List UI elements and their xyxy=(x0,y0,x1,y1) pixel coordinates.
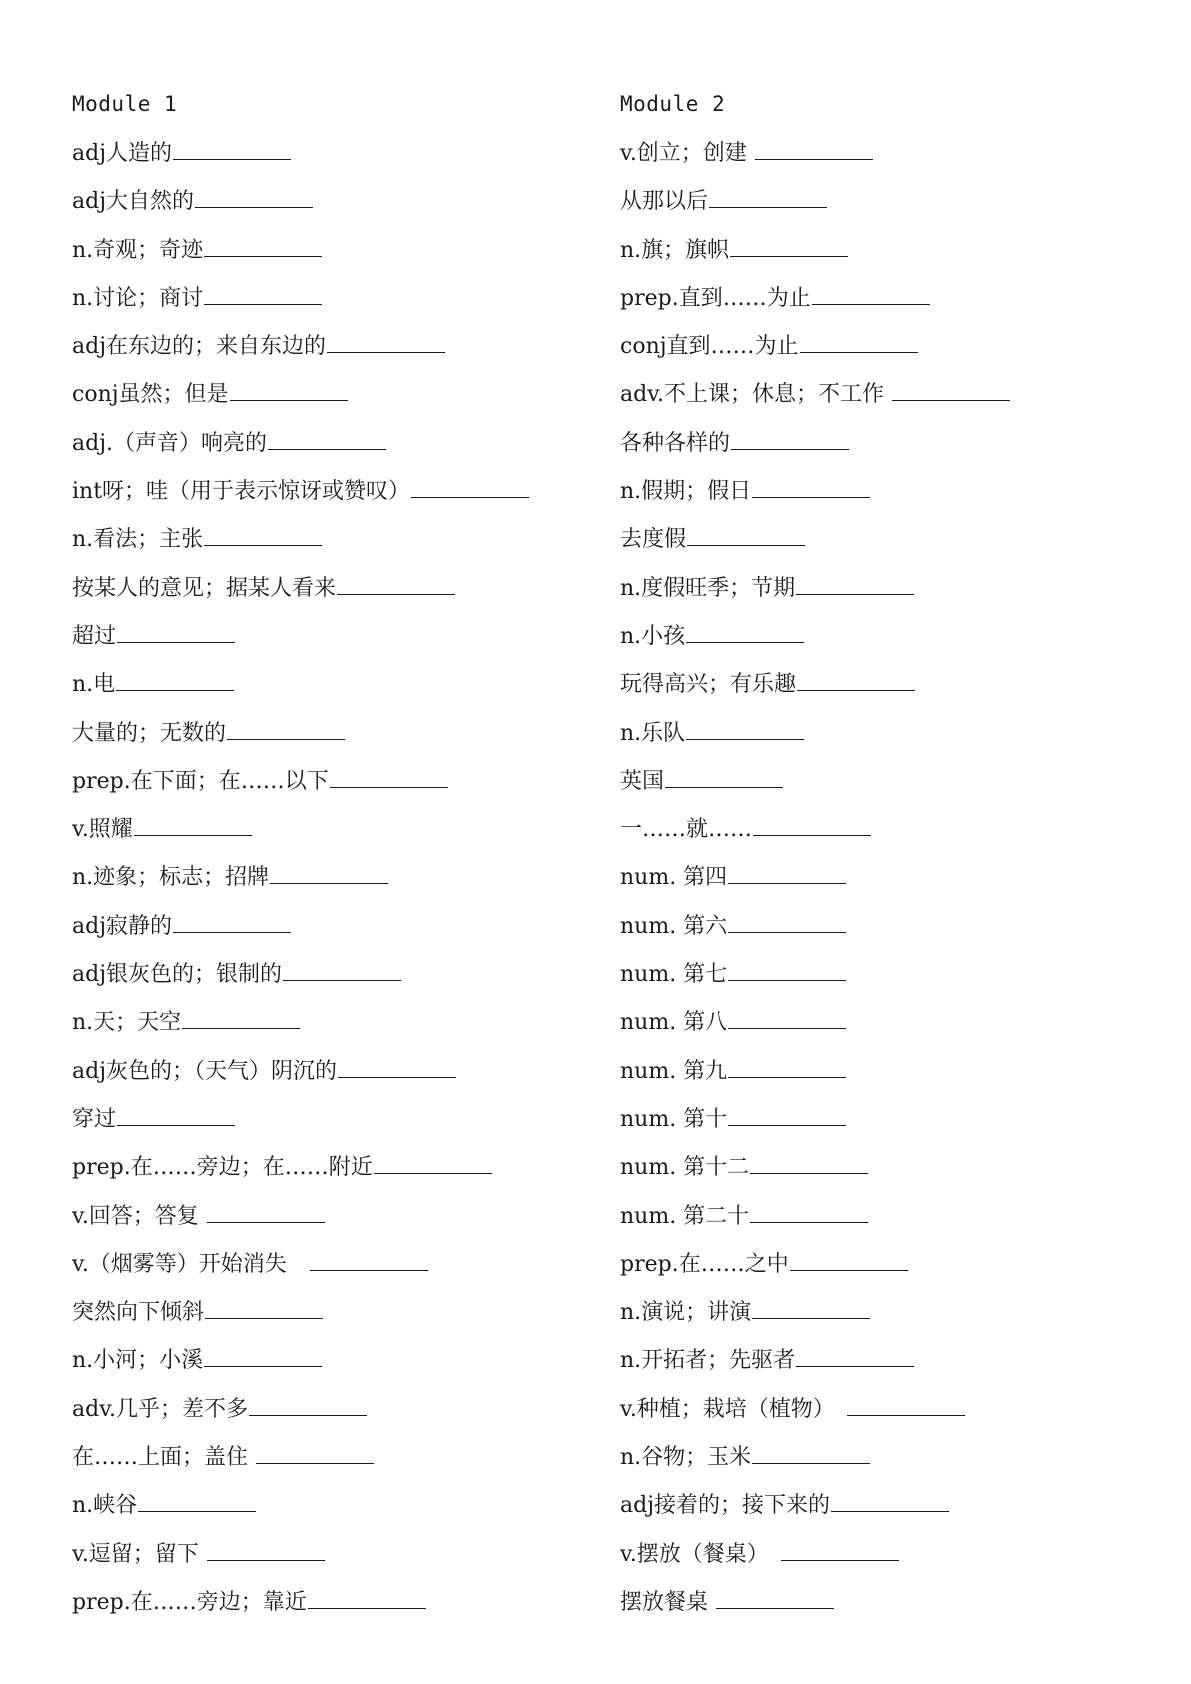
answer-blank-line[interactable] xyxy=(686,712,804,740)
vocab-item xyxy=(620,1436,1160,1484)
answer-blank-line[interactable] xyxy=(227,712,345,740)
answer-blank-line[interactable] xyxy=(752,1291,870,1319)
answer-blank-line[interactable] xyxy=(117,1098,235,1126)
vocab-item xyxy=(72,470,592,518)
vocab-item xyxy=(620,1339,1160,1387)
answer-blank-line[interactable] xyxy=(750,1195,868,1223)
answer-blank-line[interactable] xyxy=(716,1581,834,1609)
vocab-item xyxy=(72,1291,592,1339)
vocab-prompt: 各种各样的 xyxy=(620,430,731,456)
vocab-prompt: n.谷物；玉米 xyxy=(620,1445,752,1471)
vocab-item xyxy=(72,615,592,663)
vocab-item xyxy=(72,1436,592,1484)
vocab-item xyxy=(72,567,592,615)
vocab-prompt: v.逗留；留下 xyxy=(72,1541,206,1567)
vocab-item xyxy=(72,373,592,421)
vocab-item xyxy=(620,325,1160,373)
vocab-item xyxy=(620,567,1160,615)
answer-blank-line[interactable] xyxy=(230,373,348,401)
vocab-prompt: n.度假旺季；节期 xyxy=(620,575,796,601)
vocab-prompt: n.演说；讲演 xyxy=(620,1300,752,1326)
vocab-prompt: prep.在……旁边；在……附近 xyxy=(72,1155,373,1181)
answer-blank-line[interactable] xyxy=(270,856,388,884)
vocab-item xyxy=(620,905,1160,953)
answer-blank-line[interactable] xyxy=(173,132,291,160)
vocab-item xyxy=(72,1339,592,1387)
vocab-item xyxy=(72,180,592,228)
vocab-prompt: 按某人的意见；据某人看来 xyxy=(72,575,337,601)
answer-blank-line[interactable] xyxy=(686,615,804,643)
answer-blank-line[interactable] xyxy=(207,1533,325,1561)
vocab-prompt: 英国 xyxy=(620,768,665,794)
answer-blank-line[interactable] xyxy=(116,663,234,691)
vocab-prompt: 玩得高兴；有乐趣 xyxy=(620,672,797,698)
vocab-prompt: v.种植；栽培（植物） xyxy=(620,1396,846,1422)
vocab-item xyxy=(620,470,1160,518)
vocab-prompt: 超过 xyxy=(72,623,117,649)
answer-blank-line[interactable] xyxy=(308,1581,426,1609)
answer-blank-line[interactable] xyxy=(207,1195,325,1223)
vocab-item xyxy=(72,422,592,470)
vocab-prompt: adj寂静的 xyxy=(72,913,173,939)
answer-blank-line[interactable] xyxy=(665,760,783,788)
vocab-item xyxy=(620,180,1160,228)
vocab-prompt: prep.在……旁边；靠近 xyxy=(72,1589,307,1615)
answer-blank-line[interactable] xyxy=(268,422,386,450)
vocab-item xyxy=(620,1098,1160,1146)
vocab-prompt: adj灰色的；（天气）阴沉的 xyxy=(72,1058,338,1084)
vocab-item xyxy=(620,1581,1160,1629)
module-heading: Module 2 xyxy=(620,92,726,116)
vocab-prompt: 突然向下倾斜 xyxy=(72,1300,205,1326)
vocab-prompt: num. 第四 xyxy=(620,865,728,891)
vocab-item xyxy=(620,422,1160,470)
vocab-item xyxy=(72,953,592,1001)
vocab-prompt: prep.直到……为止 xyxy=(620,285,811,311)
vocab-prompt: num. 第二十 xyxy=(620,1203,750,1229)
answer-blank-line[interactable] xyxy=(134,808,252,836)
vocab-prompt: n.旗；旗帜 xyxy=(620,237,730,263)
vocab-item xyxy=(72,132,592,180)
answer-blank-line[interactable] xyxy=(256,1436,374,1464)
vocab-prompt: n.看法；主张 xyxy=(72,527,204,553)
vocab-item xyxy=(72,1533,592,1581)
answer-blank-line[interactable] xyxy=(204,277,322,305)
vocab-item xyxy=(620,1533,1160,1581)
answer-blank-line[interactable] xyxy=(730,229,848,257)
vocab-prompt: num. 第七 xyxy=(620,962,728,988)
answer-blank-line[interactable] xyxy=(337,567,455,595)
vocab-prompt: 从那以后 xyxy=(620,189,709,215)
vocab-item xyxy=(620,808,1160,856)
answer-blank-line[interactable] xyxy=(752,470,870,498)
vocab-prompt: adj大自然的 xyxy=(72,189,195,215)
vocab-item xyxy=(620,1146,1160,1194)
vocab-item xyxy=(620,760,1160,808)
answer-blank-line[interactable] xyxy=(709,180,827,208)
vocab-prompt: adj在东边的；来自东边的 xyxy=(72,334,327,360)
vocab-item xyxy=(620,132,1160,180)
vocab-prompt: n.峡谷 xyxy=(72,1493,138,1519)
vocab-item xyxy=(72,229,592,277)
answer-blank-line[interactable] xyxy=(831,1484,949,1512)
vocab-prompt: prep.在……之中 xyxy=(620,1251,789,1277)
vocab-item xyxy=(72,905,592,953)
vocab-item xyxy=(620,953,1160,1001)
answer-blank-line[interactable] xyxy=(790,1243,908,1271)
vocab-prompt: 去度假 xyxy=(620,527,687,553)
vocab-prompt: n.小孩 xyxy=(620,623,686,649)
vocab-item xyxy=(72,1195,592,1243)
vocab-prompt: n.奇观；奇迹 xyxy=(72,237,204,263)
vocab-item xyxy=(620,1001,1160,1049)
vocab-prompt: v.摆放（餐桌） xyxy=(620,1541,780,1567)
answer-blank-line[interactable] xyxy=(796,567,914,595)
vocab-item xyxy=(72,1098,592,1146)
vocab-item xyxy=(620,229,1160,277)
vocab-prompt: n.电 xyxy=(72,672,116,698)
vocab-prompt: 一……就…… xyxy=(620,817,753,843)
vocab-item xyxy=(72,1001,592,1049)
answer-blank-line[interactable] xyxy=(752,1436,870,1464)
vocab-prompt: num. 第六 xyxy=(620,913,728,939)
vocab-item xyxy=(620,1291,1160,1339)
vocab-item xyxy=(72,1050,592,1098)
answer-blank-line[interactable] xyxy=(173,905,291,933)
vocab-prompt: 在……上面；盖住 xyxy=(72,1445,255,1471)
vocab-prompt: adv.几乎；差不多 xyxy=(72,1396,249,1422)
answer-blank-line[interactable] xyxy=(728,1098,846,1126)
answer-blank-line[interactable] xyxy=(411,470,529,498)
vocab-prompt: adj接着的；接下来的 xyxy=(620,1493,831,1519)
answer-blank-line[interactable] xyxy=(812,277,930,305)
answer-blank-line[interactable] xyxy=(330,760,448,788)
answer-blank-line[interactable] xyxy=(687,518,805,546)
vocab-item xyxy=(620,712,1160,760)
vocab-prompt: num. 第十二 xyxy=(620,1155,750,1181)
vocab-item xyxy=(72,1581,592,1629)
answer-blank-line[interactable] xyxy=(847,1388,965,1416)
vocab-prompt: n.天；天空 xyxy=(72,1010,182,1036)
answer-blank-line[interactable] xyxy=(249,1388,367,1416)
answer-blank-line[interactable] xyxy=(138,1484,256,1512)
vocab-prompt: v.照耀 xyxy=(72,817,133,843)
vocab-prompt: n.乐队 xyxy=(620,720,686,746)
answer-blank-line[interactable] xyxy=(750,1146,868,1174)
answer-blank-line[interactable] xyxy=(117,615,235,643)
answer-blank-line[interactable] xyxy=(781,1533,899,1561)
vocab-list xyxy=(620,132,1160,1629)
vocab-item xyxy=(72,760,592,808)
answer-blank-line[interactable] xyxy=(374,1146,492,1174)
answer-blank-line[interactable] xyxy=(796,1339,914,1367)
vocab-prompt: n.开拓者；先驱者 xyxy=(620,1348,796,1374)
vocab-item xyxy=(72,808,592,856)
vocab-prompt: n.讨论；商讨 xyxy=(72,285,204,311)
answer-blank-line[interactable] xyxy=(327,325,445,353)
answer-blank-line[interactable] xyxy=(755,132,873,160)
vocab-prompt: num. 第八 xyxy=(620,1010,728,1036)
vocab-item xyxy=(72,277,592,325)
vocab-prompt: v.（烟雾等）开始消失 xyxy=(72,1251,309,1277)
vocab-list xyxy=(72,132,592,1629)
vocab-prompt: adj银灰色的；银制的 xyxy=(72,962,283,988)
vocab-prompt: 穿过 xyxy=(72,1106,117,1132)
vocab-prompt: adj.（声音）响亮的 xyxy=(72,430,268,456)
vocab-prompt: prep.在下面；在……以下 xyxy=(72,768,329,794)
answer-blank-line[interactable] xyxy=(728,953,846,981)
vocab-item xyxy=(620,1195,1160,1243)
vocab-prompt: 摆放餐桌 xyxy=(620,1589,715,1615)
answer-blank-line[interactable] xyxy=(310,1243,428,1271)
vocab-prompt: n.假期；假日 xyxy=(620,479,752,505)
answer-blank-line[interactable] xyxy=(204,1339,322,1367)
answer-blank-line[interactable] xyxy=(753,808,871,836)
vocab-prompt: n.迹象；标志；招牌 xyxy=(72,865,270,891)
answer-blank-line[interactable] xyxy=(338,1050,456,1078)
answer-blank-line[interactable] xyxy=(728,1001,846,1029)
vocab-item xyxy=(72,1388,592,1436)
vocab-item xyxy=(72,1146,592,1194)
vocab-prompt: int呀；哇（用于表示惊讶或赞叹） xyxy=(72,479,411,505)
answer-blank-line[interactable] xyxy=(728,1050,846,1078)
vocab-prompt: num. 第十 xyxy=(620,1106,728,1132)
vocab-item xyxy=(72,712,592,760)
module-2-column xyxy=(620,84,1160,1629)
vocab-item xyxy=(620,1388,1160,1436)
answer-blank-line[interactable] xyxy=(204,518,322,546)
vocab-prompt: v.回答；答复 xyxy=(72,1203,206,1229)
answer-blank-line[interactable] xyxy=(205,1291,323,1319)
vocab-item xyxy=(620,856,1160,904)
answer-blank-line[interactable] xyxy=(731,422,849,450)
answer-blank-line[interactable] xyxy=(797,663,915,691)
vocab-item xyxy=(620,277,1160,325)
answer-blank-line[interactable] xyxy=(195,180,313,208)
vocab-prompt: adj人造的 xyxy=(72,141,173,166)
answer-blank-line[interactable] xyxy=(182,1001,300,1029)
vocab-item xyxy=(620,1243,1160,1291)
vocab-prompt: 大量的；无数的 xyxy=(72,720,227,746)
vocab-prompt: num. 第九 xyxy=(620,1058,728,1084)
vocab-item xyxy=(620,663,1160,711)
answer-blank-line[interactable] xyxy=(283,953,401,981)
vocab-prompt: conj虽然；但是 xyxy=(72,382,229,408)
vocab-item xyxy=(620,1484,1160,1532)
vocab-prompt: n.小河；小溪 xyxy=(72,1348,204,1374)
vocab-prompt: adv.不上课；休息；不工作 xyxy=(620,382,892,408)
vocab-item xyxy=(72,663,592,711)
vocab-item xyxy=(620,518,1160,566)
vocab-prompt: conj直到……为止 xyxy=(620,334,799,360)
answer-blank-line[interactable] xyxy=(800,325,918,353)
vocab-item xyxy=(72,1243,592,1291)
vocab-prompt: v.创立；创建 xyxy=(620,141,754,166)
answer-blank-line[interactable] xyxy=(728,905,846,933)
vocab-item xyxy=(620,373,1160,421)
vocab-item xyxy=(72,518,592,566)
module-heading: Module 1 xyxy=(72,92,178,116)
vocab-item xyxy=(620,1050,1160,1098)
vocab-item xyxy=(72,856,592,904)
answer-blank-line[interactable] xyxy=(892,373,1010,401)
vocab-item xyxy=(72,1484,592,1532)
answer-blank-line[interactable] xyxy=(204,229,322,257)
module-1-column xyxy=(72,84,592,1629)
vocab-item xyxy=(620,615,1160,663)
answer-blank-line[interactable] xyxy=(728,856,846,884)
vocab-item xyxy=(72,325,592,373)
